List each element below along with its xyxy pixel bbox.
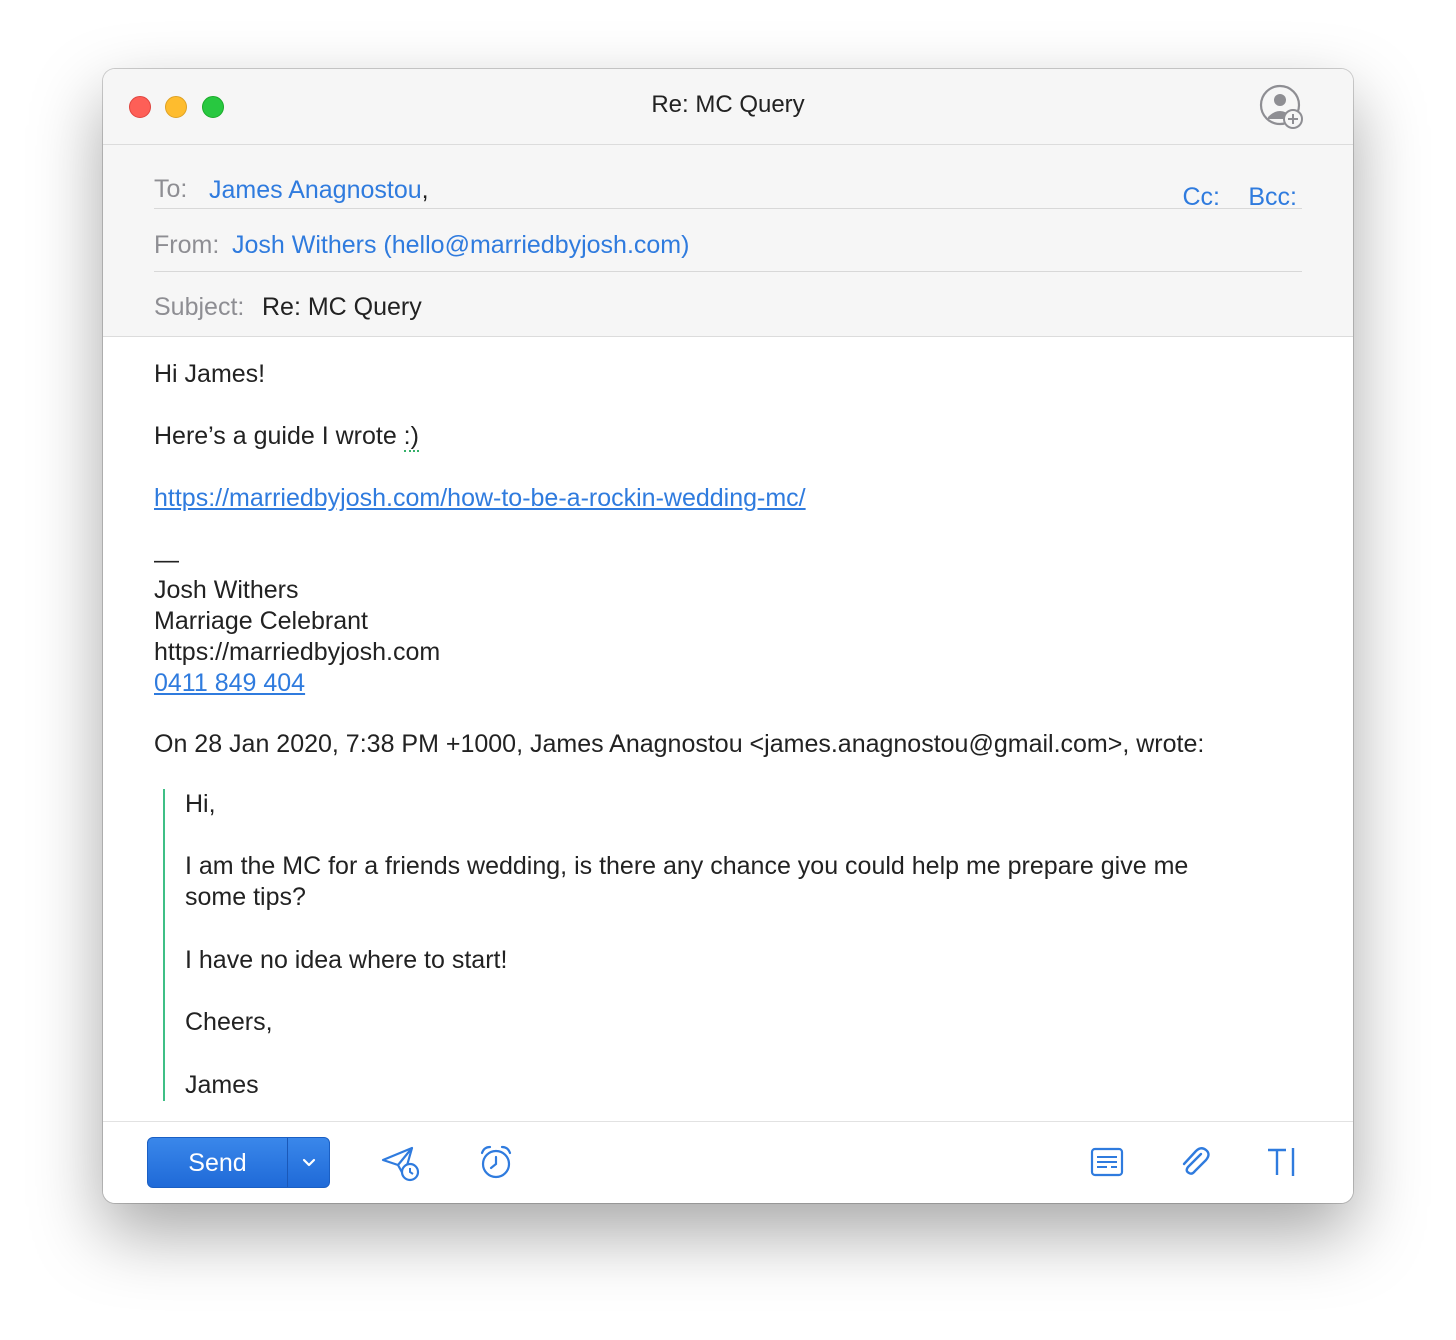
quoted-line-1: I am the MC for a friends wedding, is there any chance you could help me prepare give me [185,852,1189,880]
compose-toolbar [103,1121,1353,1203]
signature-title: Marriage Celebrant [154,607,368,635]
signature-name: Josh Withers [154,576,299,604]
quoted-line-3: I have no idea where to start! [185,946,508,974]
quoted-signature: James [185,1071,259,1099]
to-recipient-name: James Anagnostou [209,176,422,204]
send-button-group [147,1137,330,1188]
quoted-greeting: Hi, [185,790,216,818]
to-row[interactable] [154,159,1302,209]
signature-url: https://marriedbyjosh.com [154,638,441,666]
quoted-closing: Cheers, [185,1008,273,1036]
subject-field[interactable]: Re: MC Query [262,293,422,321]
compose-window [103,69,1353,1203]
quoted-line-2: some tips? [185,883,306,911]
to-label: To: [154,175,188,203]
message-headers [103,145,1353,337]
from-row[interactable] [154,209,1302,272]
guide-link[interactable] [154,483,806,514]
format-text-icon[interactable] [1260,1140,1304,1184]
reminder-icon[interactable] [474,1140,518,1184]
signature-phone[interactable] [154,668,305,699]
attachment-icon[interactable] [1173,1140,1217,1184]
smiley-text: :) [403,422,419,450]
signature-phone-link[interactable]: 0411 849 404 [154,669,306,697]
to-recipient-token[interactable] [209,176,429,205]
to-recipient-separator: , [421,176,429,204]
template-icon[interactable] [1085,1140,1129,1184]
chevron-down-icon[interactable] [296,1153,322,1173]
from-account-select[interactable]: Josh Withers (hello@marriedbyjosh.com) [232,231,690,259]
send-divider [287,1138,288,1187]
guide-line [154,421,419,452]
window-title: Re: MC Query [651,91,805,118]
cc-button[interactable]: Cc: [1182,183,1220,211]
from-label: From: [154,231,220,259]
guide-link-text[interactable]: https://marriedbyjosh.com/how-to-be-a-rockin-wedding-mc/ [154,484,806,512]
guide-text: Here’s a guide I wrote [154,422,404,450]
signature-dash: — [154,546,179,574]
send-later-icon[interactable] [378,1140,422,1184]
add-contact-icon[interactable] [1258,83,1308,133]
quoted-message [163,789,1265,1101]
quote-header: On 28 Jan 2020, 7:38 PM +1000, James Anagnostou <james.anagnostou@gmail.com>, wrote: [154,730,1205,758]
subject-row[interactable] [154,272,1302,334]
subject-label: Subject: [154,293,245,321]
greeting-text: Hi James! [154,360,266,388]
title-bar [103,69,1353,145]
send-button[interactable]: Send [188,1149,247,1177]
bcc-button[interactable]: Bcc: [1248,183,1297,211]
